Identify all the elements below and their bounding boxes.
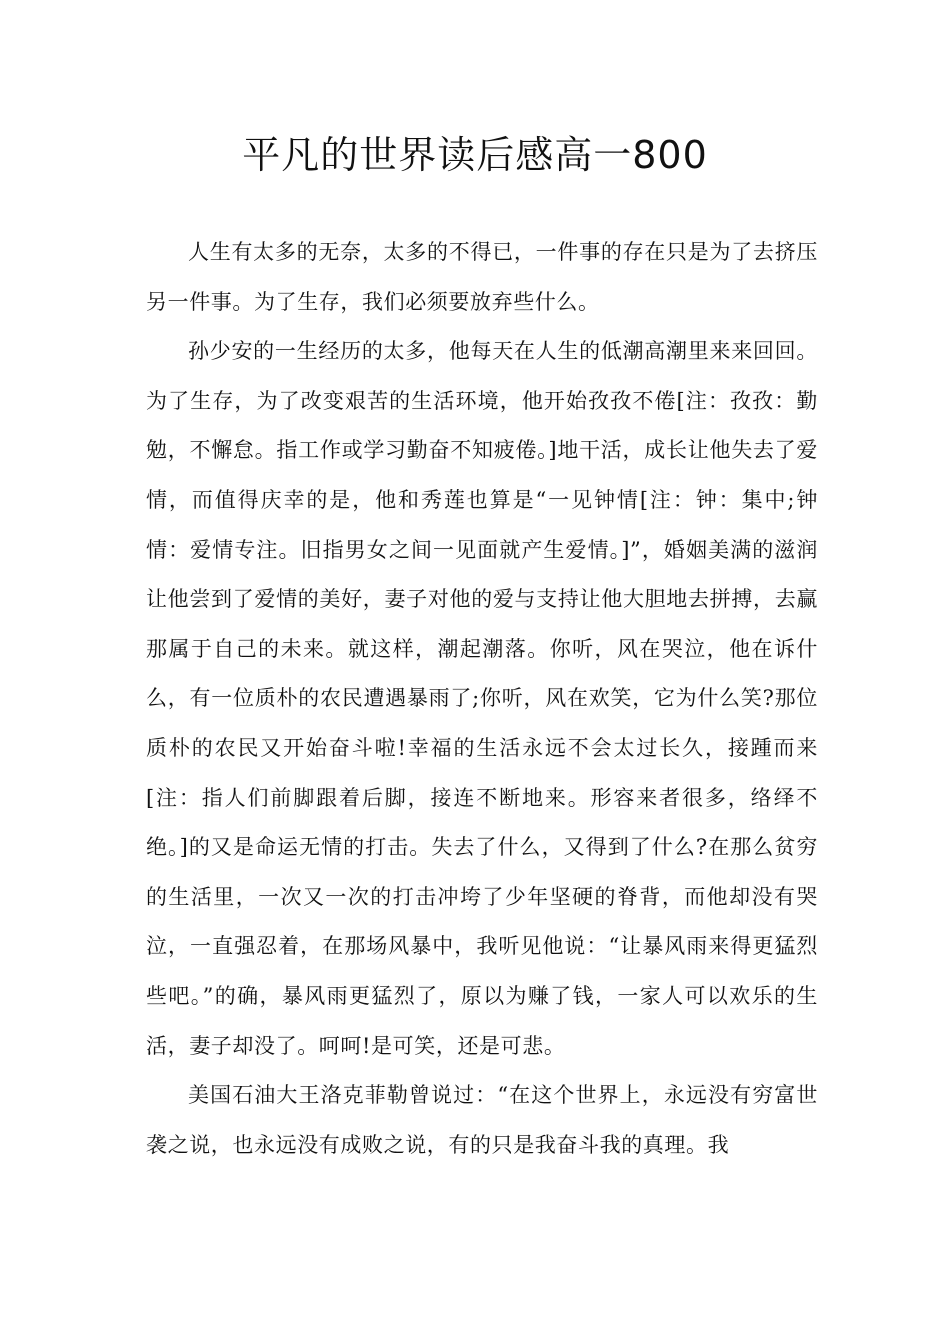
paragraph-3: 美国石油大王洛克菲勒曾说过：“在这个世界上，永远没有穷富世袭之说，也永远没有成败之说，有的只是我奋斗我的真理。我 — [146, 1083, 818, 1157]
paragraph-1: 人生有太多的无奈，太多的不得已，一件事的存在只是为了去挤压另一件事。为了生存，我们必须要放弃些什么。 — [146, 240, 818, 314]
paragraph-2: 孙少安的一生经历的太多，他每天在人生的低潮高潮里来来回回。为了生存，为了改变艰苦的生活环境，他开始孜孜不倦[注：孜孜：勤勉，不懈怠。指工作或学习勤奋不知疲倦。]地干活，成长让他失去了爱情，而值得庆幸的是，他和秀莲也算是“一见钟情[注：钟：集中;钟情：爱情专注。旧指男女之间一见面就产生爱情。]”，婚姻美满的滋润让他尝到了爱情的美好，妻子对他的爱与支持让他大胆地去拼搏，去赢那属于自己的未来。就这样，潮起潮落。你听，风在哭泣，他在诉什么，有一位质朴的农民遭遇暴雨了;你听，风在欢笑，它为什么笑?那位质朴的农民又开始奋斗啦!幸福的生活永远不会太过长久，接踵而来[注：指人们前脚跟着后脚，接连不断地来。形容来者很多，络绎不绝。]的又是命运无情的打击。失去了什么，又得到了什么?在那么贫穷的生活里，一次又一次的打击冲垮了少年坚硬的脊背，而他却没有哭泣，一直强忍着，在那场风暴中，我听见他说：“让暴风雨来得更猛烈些吧。”的确，暴风雨更猛烈了，原以为赚了钱，一家人可以欢乐的生活，妻子却没了。呵呵!是可笑，还是可悲。 — [146, 339, 818, 1058]
document-title: 平凡的世界读后感高一800 — [242, 133, 708, 177]
document-body — [146, 228, 818, 1170]
